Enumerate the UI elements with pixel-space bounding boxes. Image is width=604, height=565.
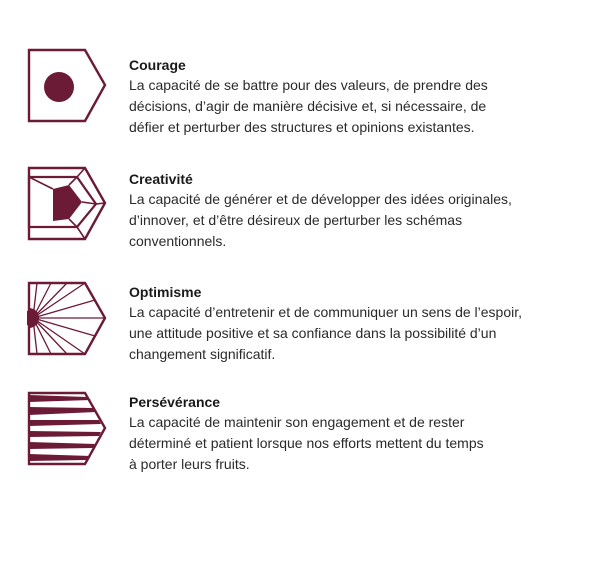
value-title: Persévérance	[129, 394, 221, 410]
value-description: La capacité de générer et de développer des idées originales, d’innover, et d’être désireux de perturber les schémas conventionnels.	[129, 191, 512, 249]
pentagon-stripes-icon	[27, 391, 107, 466]
value-description: La capacité de se battre pour des valeurs, de prendre des décisions, d’agir de manière décisive et, si nécessaire, de défier et perturber des structures et opinions existantes.	[129, 77, 488, 135]
value-title: Optimisme	[129, 284, 202, 300]
pentagon-circle-icon	[27, 48, 107, 123]
value-description: La capacité de maintenir son engagement et de rester déterminé et patient lorsque nos efforts mettent du temps à porter leurs fruits.	[129, 414, 484, 472]
pentagon-rays-icon	[27, 281, 107, 356]
pentagon-nested-icon	[27, 166, 107, 241]
value-description: La capacité d’entretenir et de communiquer un sens de l’espoir, une attitude positive et sa confiance dans la possibilité d’un changement significatif.	[129, 304, 523, 362]
value-title: Courage	[129, 57, 186, 73]
value-title: Creativité	[129, 171, 193, 187]
